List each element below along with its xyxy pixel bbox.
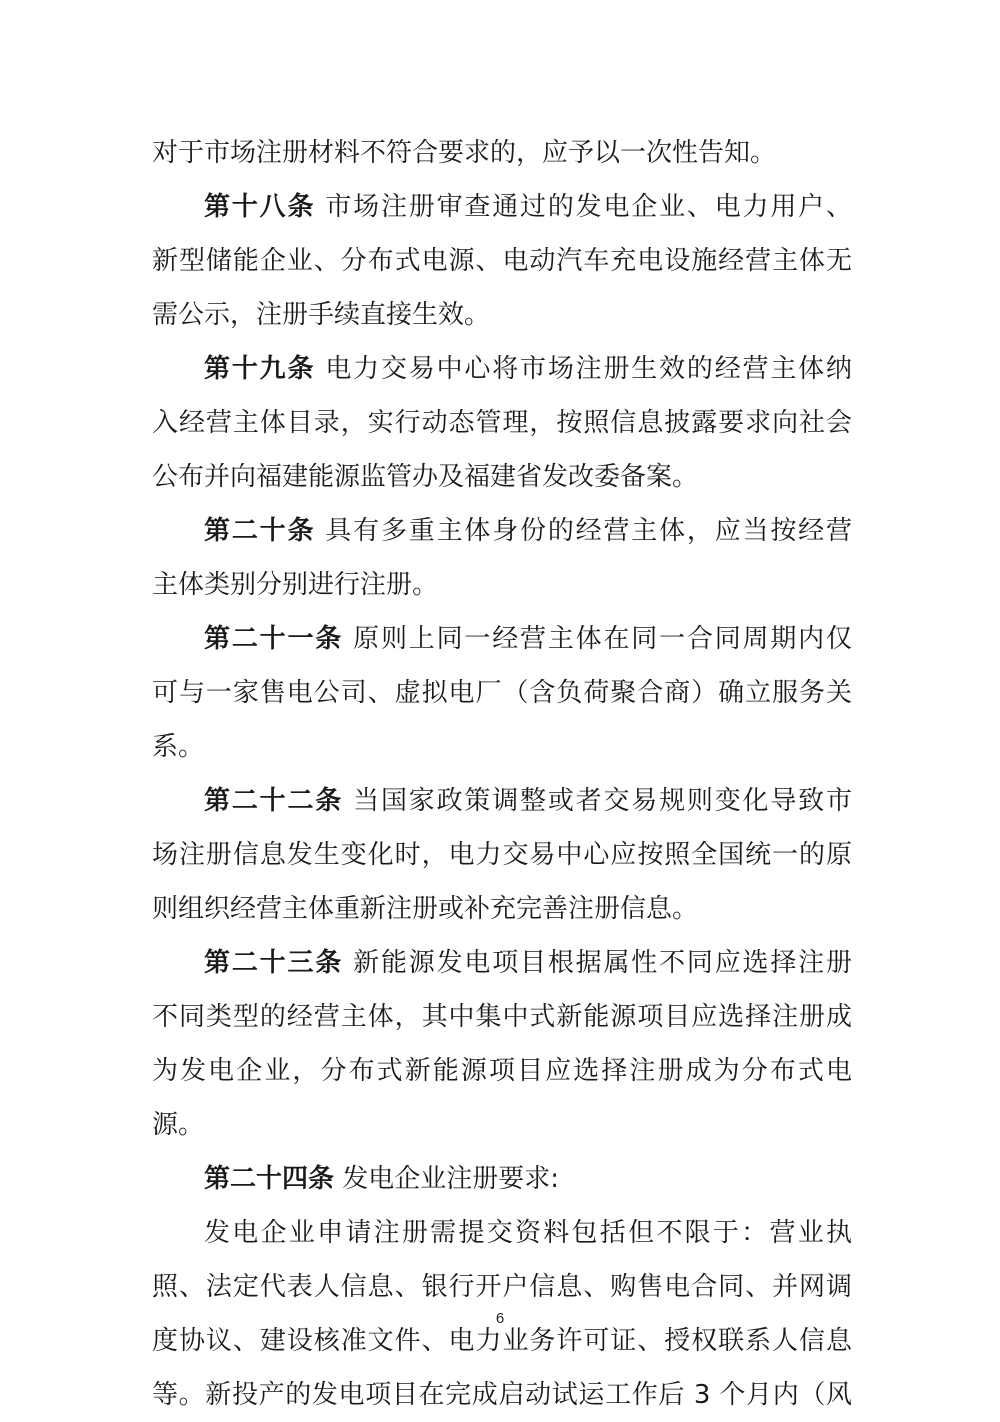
line-text: 对于市场注册材料不符合要求的，应予以一次性告知。 [152, 138, 777, 168]
document-line [152, 504, 852, 558]
document-line [152, 126, 852, 180]
line-text: 为发电企业，分布式新能源项目应选择注册成为分布式电 [152, 1056, 852, 1086]
line-text: 新能源发电项目根据属性不同应选择注册 [343, 948, 852, 978]
line-text: 入经营主体目录，实行动态管理，按照信息披露要求向社会 [152, 408, 852, 438]
document-line [152, 558, 852, 612]
document-line [152, 990, 852, 1044]
line-text: 等。新投产的发电项目在完成启动试运工作后 3 个月内（风 [152, 1380, 852, 1410]
article-number: 第二十四条 [204, 1164, 335, 1194]
document-line [152, 882, 852, 936]
document-line [152, 1260, 852, 1314]
line-text: 主体类别分别进行注册。 [152, 570, 439, 600]
document-line [152, 450, 852, 504]
line-text: 新型储能企业、分布式电源、电动汽车充电设施经营主体无 [152, 246, 852, 276]
line-text: 发电企业申请注册需提交资料包括但不限于：营业执 [204, 1218, 852, 1248]
line-text: 度协议、建设核准文件、电力业务许可证、授权联系人信息 [152, 1326, 852, 1356]
line-text: 具有多重主体身份的经营主体，应当按经营 [315, 516, 852, 546]
document-line [152, 1098, 852, 1152]
line-text: 则组织经营主体重新注册或补充完善注册信息。 [152, 894, 699, 924]
line-text: 可与一家售电公司、虚拟电厂（含负荷聚合商）确立服务关 [152, 678, 852, 708]
page-number: 6 [495, 1310, 505, 1327]
document-line [152, 1044, 852, 1098]
document-line [152, 288, 852, 342]
line-text: 系。 [152, 732, 205, 762]
document-line [152, 828, 852, 882]
document-line [152, 774, 852, 828]
line-text: 发电企业注册要求: [334, 1164, 560, 1194]
document-line [152, 666, 852, 720]
document-line [152, 1206, 852, 1260]
article-number: 第十九条 [204, 354, 316, 384]
line-text: 电力交易中心将市场注册生效的经营主体纳 [315, 354, 852, 384]
line-text: 场注册信息发生变化时，电力交易中心应按照全国统一的原 [152, 840, 852, 870]
line-text: 不同类型的经营主体，其中集中式新能源项目应选择注册成 [152, 1002, 852, 1032]
line-text: 当国家政策调整或者交易规则变化导致市 [343, 786, 852, 816]
line-text: 原则上同一经营主体在同一合同周期内仅 [343, 624, 852, 654]
line-text: 需公示，注册手续直接生效。 [152, 300, 491, 330]
article-number: 第二十条 [204, 516, 316, 546]
document-line [152, 1152, 852, 1206]
document-line [152, 936, 852, 990]
document-line [152, 234, 852, 288]
article-number: 第二十三条 [204, 948, 344, 978]
document-line [152, 720, 852, 774]
document-line [152, 342, 852, 396]
document-line [152, 612, 852, 666]
article-number: 第十八条 [204, 192, 316, 222]
document-line [152, 396, 852, 450]
article-number: 第二十一条 [204, 624, 344, 654]
document-line [152, 180, 852, 234]
document-body [152, 126, 852, 1422]
line-text: 公布并向福建能源监管办及福建省发改委备案。 [152, 462, 699, 492]
line-text: 照、法定代表人信息、银行开户信息、购售电合同、并网调 [152, 1272, 852, 1302]
line-text: 源。 [152, 1110, 205, 1140]
line-text: 市场注册审查通过的发电企业、电力用户、 [315, 192, 852, 222]
article-number: 第二十二条 [204, 786, 344, 816]
